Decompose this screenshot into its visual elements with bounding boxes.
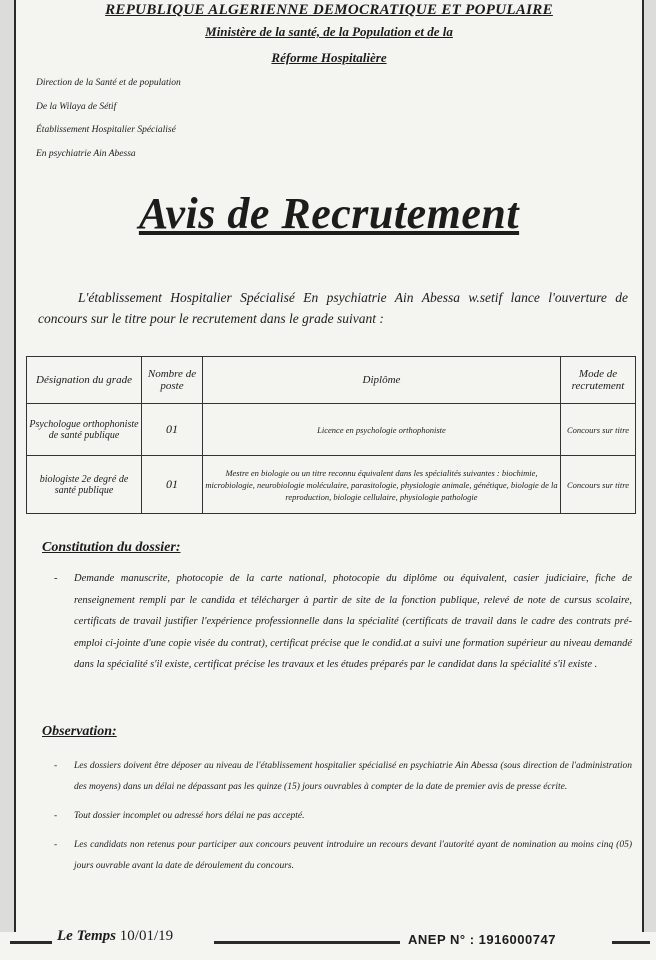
cell-grade: biologiste 2e degré de santé publique	[27, 456, 142, 514]
address-line: En psychiatrie Ain Abessa	[36, 149, 136, 159]
table-header-row	[27, 357, 636, 404]
header-ministry: Ministère de la santé, de la Population et de la	[205, 24, 453, 39]
dossier-item-text: Demande manuscrite, photocopie de la carte national, photocopie du diplôme ou équivalent, casier judiciaire, fiche de renseignement rempli par le candida et télécharger à partir de site de la fonction publique, relevé de note de cursus scolaire, certificats de travail justifier l'expérience professionnelle dans la spécialité (certificats de travail dans le cadre des contrats pré-emploi ci-jointe d'une copie visée du contrat), certificat précise que le condid.at a suivi une formation supérieur au niveau demandé dans la spécialité s'il existe, certificat précise les travaux et les études préparés par le candidat dans la spécialité s'il existe .	[74, 573, 632, 670]
header-mode: Mode de recrutement	[561, 357, 636, 404]
anep-reference: ANEP N° : 1916000747	[408, 932, 556, 947]
cell-grade: Psychologue orthophoniste de santé publique	[27, 404, 142, 456]
footer-rule-middle	[214, 941, 400, 944]
dash-bullet: -	[54, 811, 58, 821]
table-row	[27, 404, 636, 456]
address-line: Établissement Hospitalier Spécialisé	[36, 125, 176, 135]
header-diploma: Diplôme	[203, 357, 561, 404]
cell-count: 01	[142, 456, 203, 514]
observation-item-text: Les candidats non retenus pour participer aux concours peuvent introduire un recours devant l'autorité ayant de nomination au moins cinq (05) jours ouvrable avant la date de déroulement du concours.	[74, 840, 632, 871]
list-item	[46, 568, 632, 676]
footer-rule-left	[10, 941, 52, 944]
list-item	[46, 806, 632, 827]
address-line: De la Wilaya de Sétif	[36, 102, 117, 112]
observation-list	[46, 756, 632, 885]
recruitment-table	[26, 356, 636, 514]
notice-sheet	[14, 0, 644, 932]
dash-bullet: -	[54, 573, 58, 584]
header-count: Nombre de poste	[142, 357, 203, 404]
cell-diploma: Licence en psychologie orthophoniste	[203, 404, 561, 456]
dossier-heading: Constitution du dossier:	[42, 540, 181, 555]
intro-paragraph: L'établissement Hospitalier Spécialisé En psychiatrie Ain Abessa w.setif lance l'ouverture de concours sur le titre pour le recrutement dans le grade suivant :	[38, 290, 628, 326]
publication-date: 10/01/19	[119, 928, 174, 944]
list-item	[46, 756, 632, 798]
observation-item-text: Tout dossier incomplet ou adressé hors délai ne pas accepté.	[74, 811, 305, 821]
address-line: Direction de la Santé et de population	[36, 78, 181, 88]
cell-mode: Concours sur titre	[561, 404, 636, 456]
observation-item-text: Les dossiers doivent être déposer au niveau de l'établissement hospitalier spécialisé en psychiatrie Ain Abessa (sous direction de l'administration des moyens) dans un délai ne dépassant pas les quinze (15) jours ouvrables à compter de la date de premier avis de presse écrite.	[74, 761, 632, 792]
header-grade: Désignation du grade	[27, 357, 142, 404]
newspaper-name: Le Temps	[57, 928, 117, 944]
list-item	[46, 835, 632, 877]
dash-bullet: -	[54, 761, 58, 771]
cell-mode: Concours sur titre	[561, 456, 636, 514]
dash-bullet: -	[54, 840, 58, 850]
dossier-list	[46, 568, 632, 676]
header-reform: Réforme Hospitalière	[271, 50, 387, 65]
newspaper-source	[57, 928, 173, 945]
footer-rule-right	[612, 941, 650, 944]
notice-title: Avis de Recrutement	[138, 189, 520, 238]
header-republic: REPUBLIQUE ALGERIENNE DEMOCRATIQUE ET POPULAIRE	[105, 2, 553, 18]
cell-diploma: Mestre en biologie ou un titre reconnu équivalent dans les spécialités suivantes : biochimie, microbiologie, neurobiologie moléculaire, parasitologie, physiologie animale, génétique, biologie de la reproduction, biologie cellulaire, physiologie pathologie	[203, 456, 561, 514]
observation-heading: Observation:	[42, 724, 117, 739]
table-row	[27, 456, 636, 514]
cell-count: 01	[142, 404, 203, 456]
